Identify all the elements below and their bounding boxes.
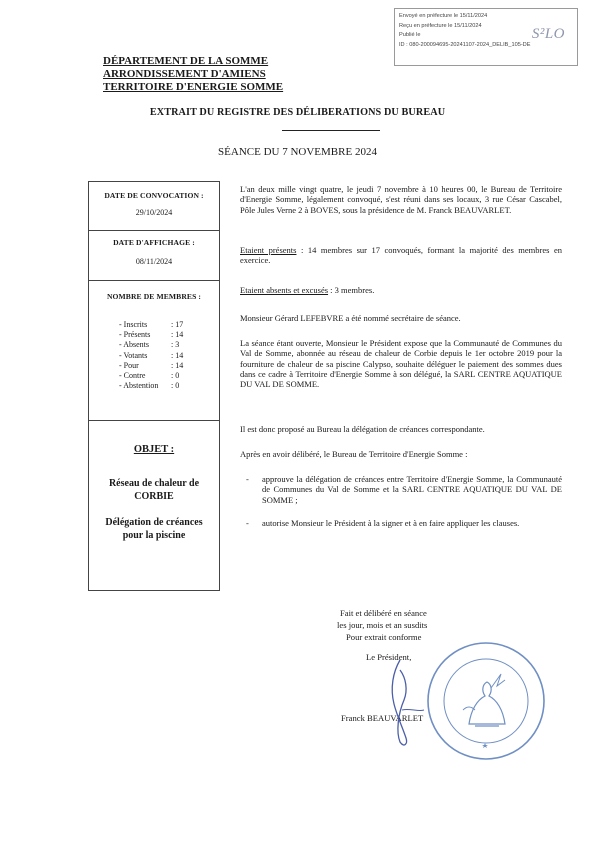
seance-date: SÉANCE DU 7 NOVEMBRE 2024 — [218, 146, 377, 158]
membres-row — [119, 351, 201, 361]
department-header — [103, 55, 283, 94]
list-dash: - — [246, 474, 249, 484]
membres-row — [119, 371, 201, 381]
presents-text: : 14 membres sur 17 convoqués, formant la majorité des membres en exercice. — [240, 245, 562, 266]
divider — [89, 420, 219, 421]
decision-item-1: approuve la délégation de créances entre Territoire d'Energie Somme, la Communauté de Communes du Val de Somme et la SARL CENTRE AQUATIQUE DU VAL DE SOMME ; — [262, 474, 562, 505]
objet-line: pour la piscine — [122, 529, 186, 541]
membres-box — [89, 292, 219, 301]
membres-row-label: - Inscrits — [119, 320, 148, 329]
convocation-date: 29/10/2024 — [135, 208, 173, 217]
header-arrondissement: ARRONDISSEMENT D'AMIENS — [103, 68, 266, 80]
affichage-box — [89, 238, 219, 266]
membres-row — [119, 320, 201, 330]
president-name: Franck BEAUVARLET — [341, 713, 424, 723]
signature-line: Le Président, — [366, 652, 412, 662]
membres-row-label: - Absents — [119, 340, 149, 350]
objet-line: CORBIE — [134, 490, 174, 502]
slo-logo: S²LO — [531, 26, 565, 42]
document-title: EXTRAIT DU REGISTRE DES DÉLIBERATIONS DU BUREAU — [149, 107, 446, 118]
divider — [89, 230, 219, 231]
convocation-box — [89, 191, 219, 217]
affichage-label: DATE D'AFFICHAGE : — [113, 238, 195, 247]
membres-row-label: - Pour — [119, 360, 139, 370]
stamp-publie: Publié le — [399, 32, 421, 39]
official-seal — [425, 640, 547, 762]
objet-line: Réseau de chaleur de — [108, 478, 200, 489]
absents-label: Etaient absents et excusés — [240, 285, 329, 295]
objet-line: Délégation de créances — [105, 517, 203, 528]
presents-paragraph — [240, 245, 562, 266]
header-territoire: TERRITOIRE D'ENERGIE SOMME — [103, 81, 284, 93]
signature-line: les jour, mois et an susdits — [337, 620, 428, 630]
objet-label: OBJET : — [133, 444, 175, 455]
membres-label: NOMBRE DE MEMBRES : — [106, 292, 202, 301]
expose-paragraph: La séance étant ouverte, Monsieur le Président expose que la Communauté de Communes du Val de Somme, abonnée au réseau de chaleur de Corbie depuis le 1er octobre 2019 pour la fourniture de chaleur de sa piscine Calypso, souhaite déléguer le paiement des sommes dues dans ce cadre à Territoire d'Energie Somme à son délégué, la SARL CENTRE AQUATIQUE DU VAL DE SOMME. — [240, 338, 562, 390]
stamp-recu: Reçu en préfecture le 15/11/2024 — [399, 22, 482, 29]
list-dash: - — [246, 518, 249, 528]
affichage-date: 08/11/2024 — [135, 257, 173, 266]
membres-list — [119, 320, 201, 391]
signature-line: Fait et délibéré en séance — [340, 608, 427, 618]
propose-paragraph: Il est donc proposé au Bureau la délégation de créances correspondante. — [240, 424, 485, 434]
membres-row-value: : 14 — [171, 330, 184, 340]
divider — [89, 280, 219, 281]
stamp-envoye: Envoyé en préfecture le 15/11/2024 — [399, 13, 488, 19]
membres-row-label: - Contre — [119, 371, 146, 381]
membres-row — [119, 381, 201, 391]
intro-paragraph: L'an deux mille vingt quatre, le jeudi 7 novembre à 10 heures 00, le Bureau de Territoire d'Energie Somme, légalement convoqué, s'est réuni dans ses locaux, 3 rue César Cascabel, Pôle Jules Verne 2 à BOVES, sous la présidence de M. Franck BEAUVARLET. — [240, 184, 562, 215]
membres-row-value: : 14 — [171, 350, 184, 360]
membres-row — [119, 361, 201, 371]
presents-label: Etaient présents — [240, 245, 297, 255]
membres-row-value: : 0 — [171, 371, 180, 381]
membres-row-value: : 14 — [171, 360, 184, 370]
membres-row — [119, 340, 201, 350]
membres-row-label: - Abstention — [119, 381, 159, 391]
membres-row-value: : 3 — [171, 340, 180, 350]
membres-row — [119, 330, 201, 340]
membres-row-value: : 17 — [171, 320, 184, 329]
absents-text: : 3 membres. — [328, 285, 375, 295]
apres-paragraph: Après en avoir délibéré, le Bureau de Territoire d'Energie Somme : — [240, 449, 468, 459]
secretaire-paragraph: Monsieur Gérard LEFEBVRE a été nommé secrétaire de séance. — [240, 313, 461, 323]
signature-line: Pour extrait conforme — [346, 632, 422, 642]
membres-row-label: - Votants — [119, 350, 148, 360]
left-info-column — [88, 181, 220, 591]
absents-paragraph — [240, 285, 562, 295]
stamp-id: ID : 080-200094695-20241107-2024_DELIB_105-DE — [399, 41, 531, 48]
decision-item-2: autorise Monsieur le Président à la signer et à en faire appliquer les clauses. — [262, 518, 520, 528]
membres-row-value: : 0 — [171, 381, 180, 391]
objet-box — [89, 444, 219, 542]
membres-row-label: - Présents — [119, 330, 151, 340]
convocation-label: DATE DE CONVOCATION : — [104, 191, 204, 200]
title-divider — [282, 130, 380, 131]
header-department: DÉPARTEMENT DE LA SOMME — [103, 55, 269, 67]
